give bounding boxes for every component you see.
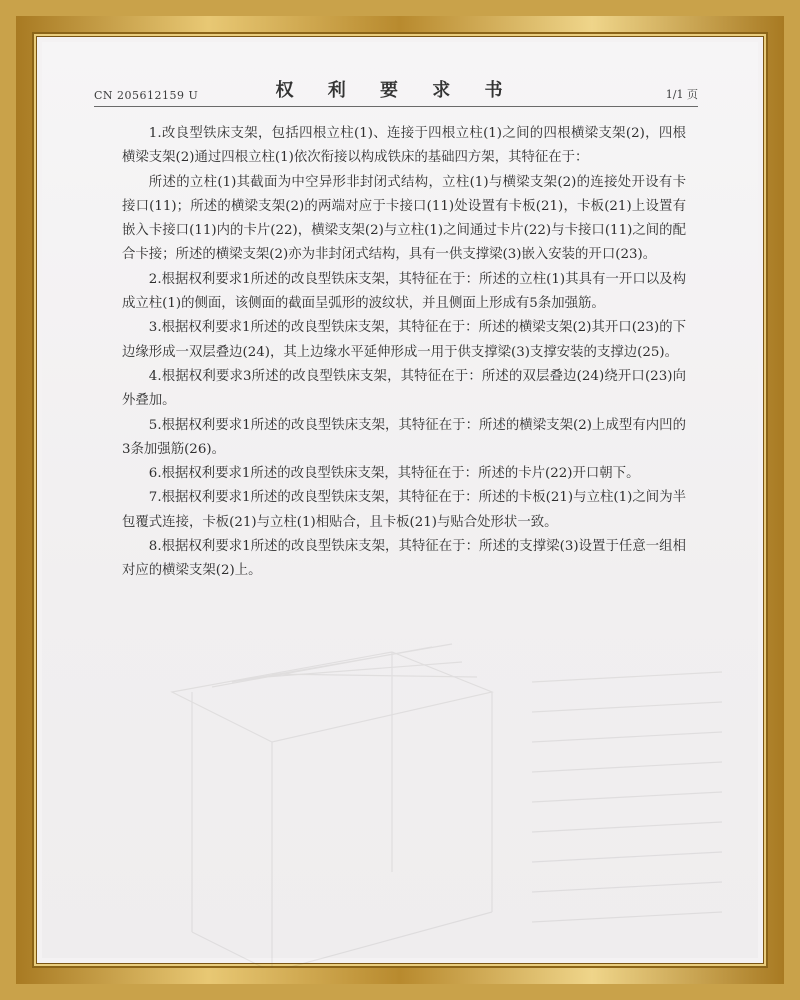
claim-paragraph: 2.根据权利要求1所述的改良型铁床支架，其特征在于：所述的立柱(1)其具有一开口以及构成立柱(1)的侧面，该侧面的截面呈弧形的波纹状，并且侧面上形成有5条加强筋。: [122, 271, 686, 312]
claim-paragraph: 7.根据权利要求1所述的改良型铁床支架，其特征在于：所述的卡板(21)与立柱(1)之间为半包覆式连接，卡板(21)与立柱(1)相贴合，且卡板(21)与贴合处形状一致。: [122, 490, 686, 530]
claim-paragraph: 4.根据权利要求3所述的改良型铁床支架，其特征在于：所述的双层叠边(24)绕开口(23)向外叠加。: [122, 368, 686, 409]
claims-body: [122, 122, 686, 584]
bleed-through-drawing: [132, 632, 732, 968]
claim-paragraph: 8.根据权利要求1所述的改良型铁床支架，其特征在于：所述的支撑梁(3)设置于任意一组相对应的横梁支架(2)上。: [122, 539, 686, 579]
document-page: [42, 42, 758, 958]
publication-number: CN 205612159 U: [94, 89, 199, 102]
page-number: 1/1 页: [665, 88, 698, 101]
claim-paragraph: 5.根据权利要求1所述的改良型铁床支架，其特征在于：所述的横梁支架(2)上成型有内凹的3条加强筋(26)。: [122, 417, 686, 457]
frame-inner: [32, 32, 768, 968]
claim-paragraph: 1.改良型铁床支架，包括四根立柱(1)、连接于四根立柱(1)之间的四根横梁支架(2)，四根横梁支架(2)通过四根立柱(1)依次衔接以构成铁床的基础四方架，其特征在于：: [122, 126, 686, 166]
claim-paragraph: 3.根据权利要求1所述的改良型铁床支架，其特征在于：所述的横梁支架(2)其开口(23)的下边缘形成一双层叠边(24)，其上边缘水平延伸形成一用于供支撑梁(3)支撑安装的支撑边(25)。: [122, 320, 686, 360]
claim-paragraph: 所述的立柱(1)其截面为中空异形非封闭式结构，立柱(1)与横梁支架(2)的连接处开设有卡接口(11)；所述的横梁支架(2)的两端对应于卡接口(11)处设置有卡板(21)，卡板(21)上设置有嵌入卡接口(11)内的卡片(22)，横梁支架(2)与立柱(1)之间通过卡片(22)与卡接口(11)之间的配合卡接；所述的横梁支架(2)亦为非封闭式结构，具有一供支撑梁(3)嵌入安装的开口(23)。: [122, 174, 686, 263]
page-title: 权 利 要 求 书: [275, 80, 517, 101]
claim-paragraph: 6.根据权利要求1所述的改良型铁床支架，其特征在于：所述的卡片(22)开口朝下。: [148, 466, 640, 482]
document-header: [94, 72, 698, 107]
